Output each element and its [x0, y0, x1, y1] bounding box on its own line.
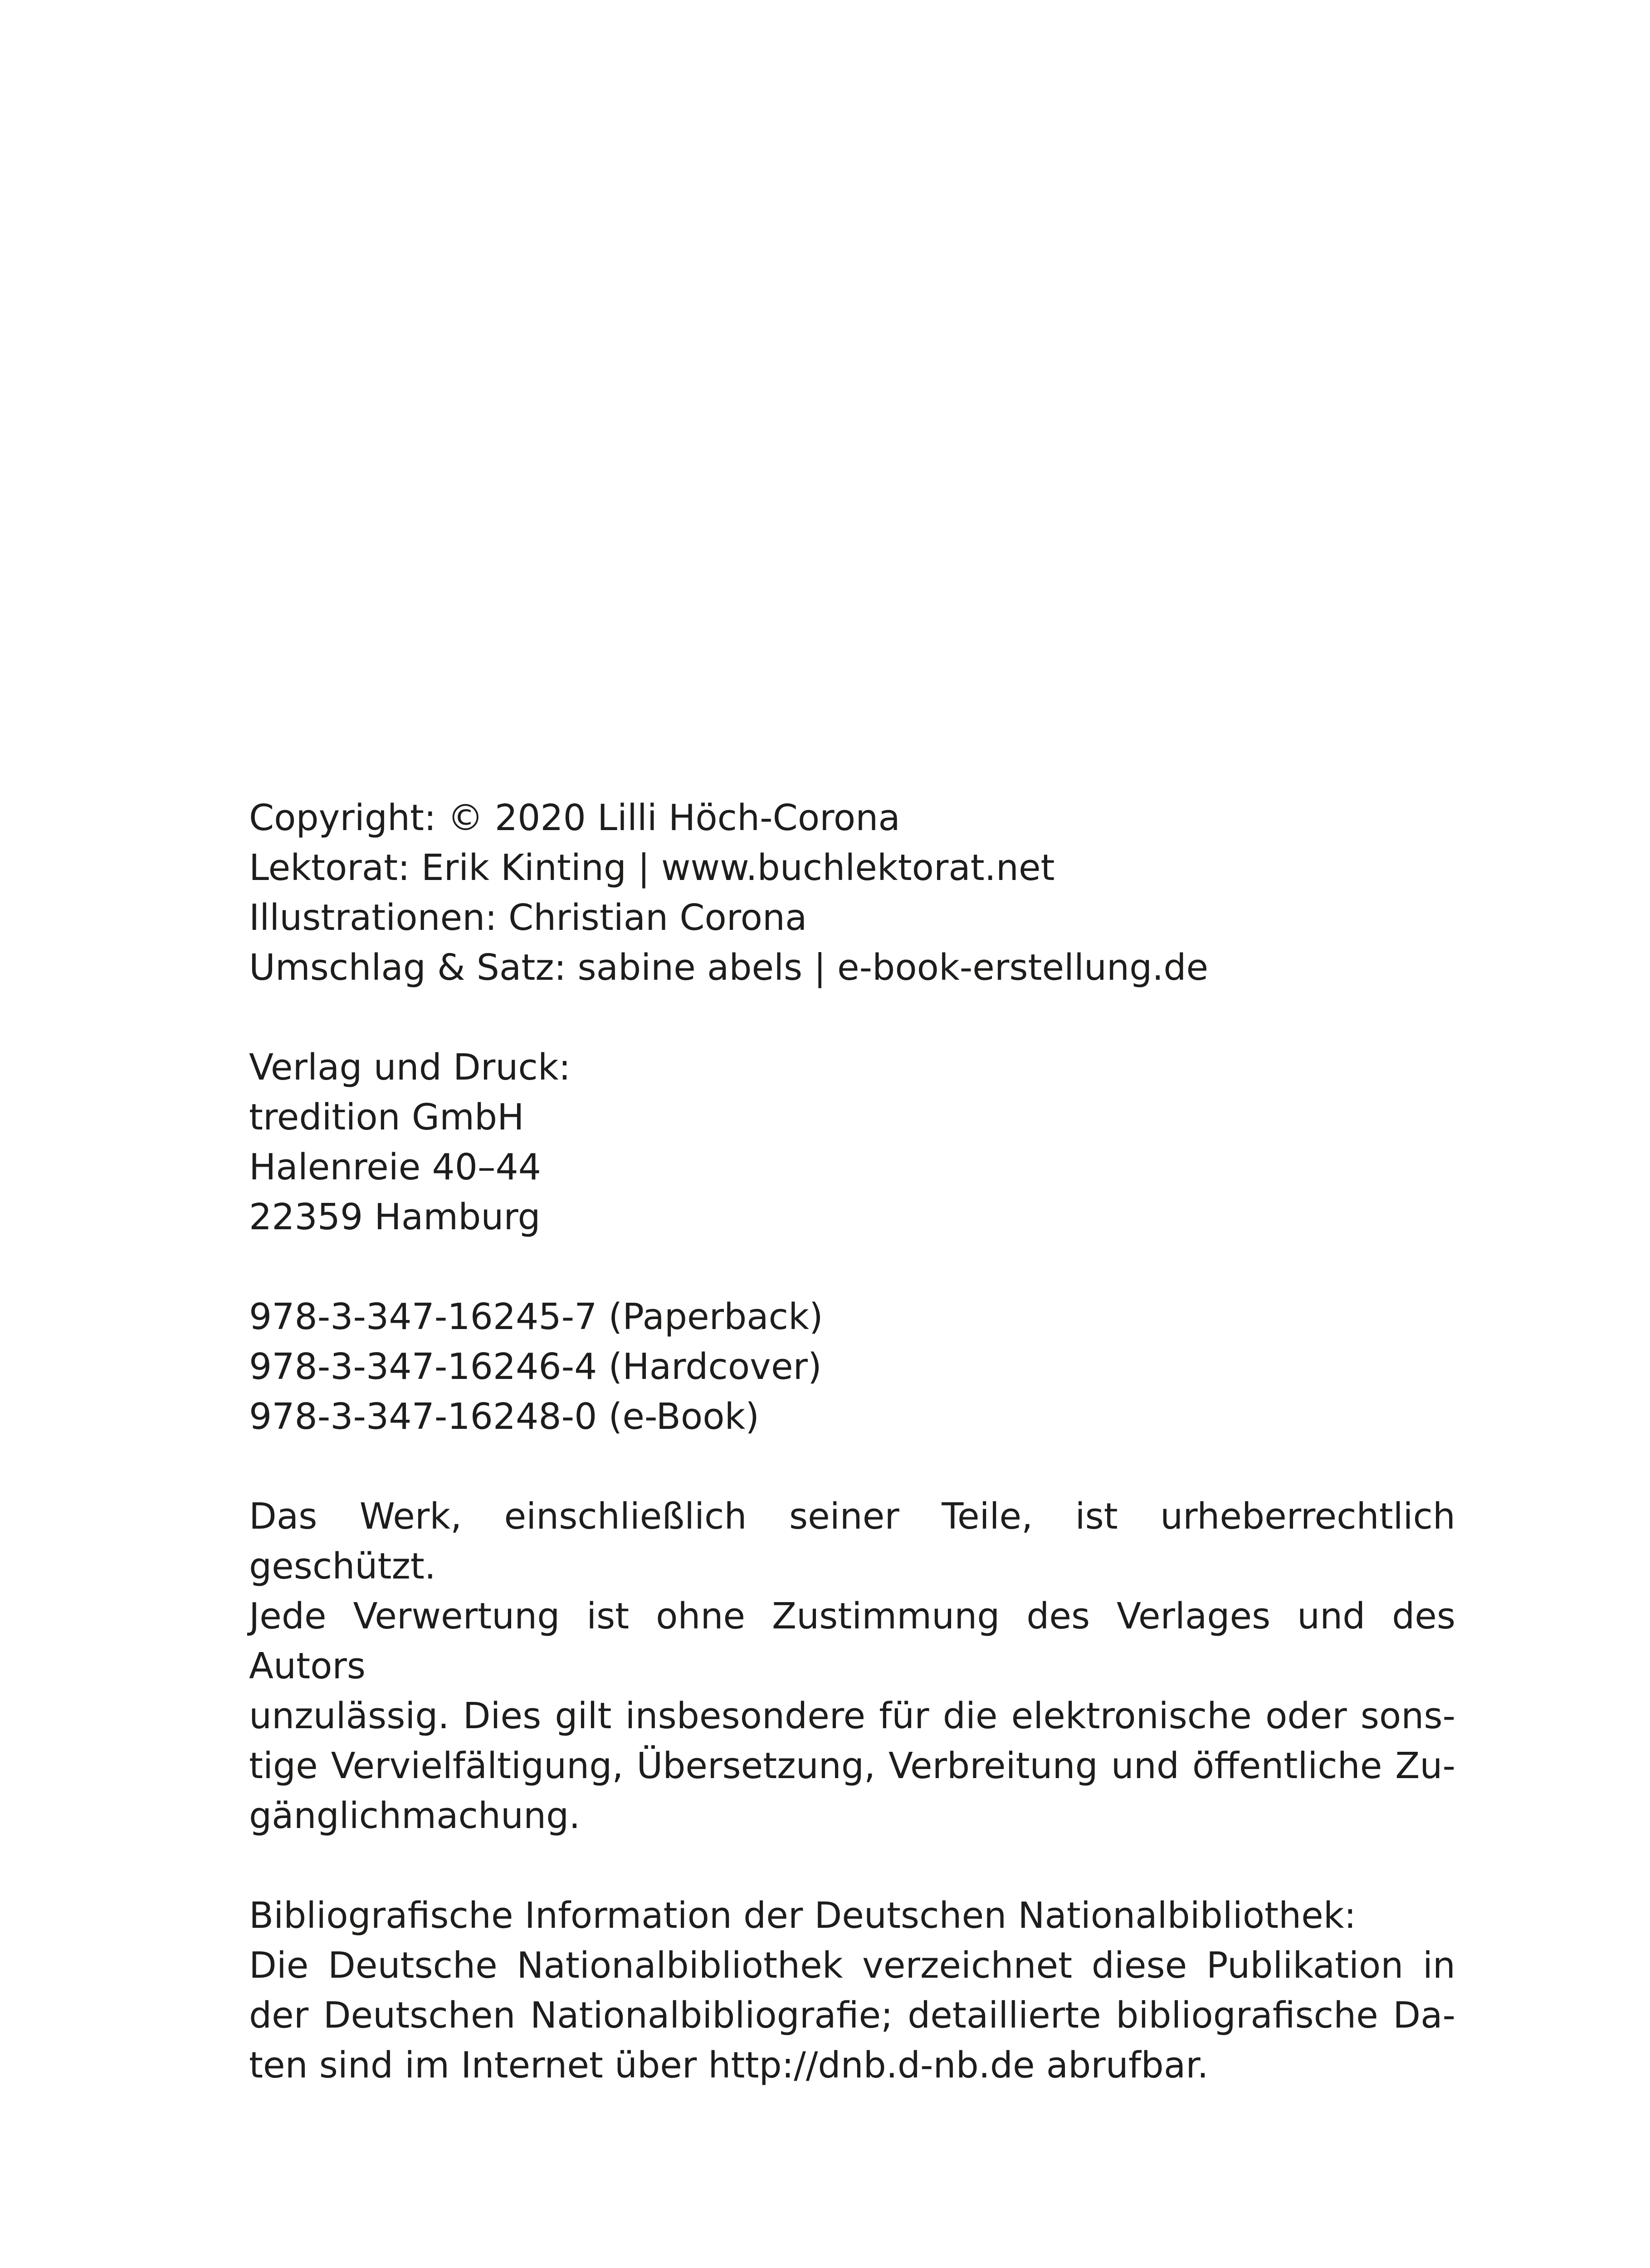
publisher-city: 22359 Hamburg	[249, 1196, 541, 1238]
rights-notice-block	[249, 1491, 1455, 1841]
publisher-block	[249, 1042, 1455, 1242]
rights-notice-line: unzulässig. Dies gilt insbesondere für die elektronische oder sons-	[249, 1695, 1455, 1737]
bibliographic-line: der Deutschen Nationalbibliografie; detaillierte bibliografische Da-	[249, 1994, 1455, 2036]
rights-notice-line: tige Vervielfältigung, Übersetzung, Verbreitung und öffentliche Zu-	[249, 1745, 1455, 1787]
isbn-block	[249, 1292, 1455, 1442]
bibliographic-heading: Bibliografische Information der Deutschen Nationalbibliothek:	[249, 1895, 1357, 1936]
isbn-paperback: 978-3-347-16245-7 (Paperback)	[249, 1296, 823, 1338]
illustrations-line: Illustrationen: Christian Corona	[249, 897, 807, 938]
bibliographic-line: Die Deutsche Nationalbibliothek verzeichnet diese Publikation in	[249, 1945, 1455, 1986]
editing-line: Lektorat: Erik Kinting | www.buchlektorat.net	[249, 847, 1055, 889]
cover-typesetting-line: Umschlag & Satz: sabine abels | e-book-erstellung.de	[249, 947, 1209, 988]
credits-block	[249, 793, 1455, 992]
rights-notice-line: Das Werk, einschließlich seiner Teile, ist urheberrechtlich geschützt.	[249, 1496, 1455, 1587]
rights-notice-line: gänglichmachung.	[249, 1795, 581, 1837]
publisher-street: Halenreie 40–44	[249, 1146, 541, 1188]
bibliographic-block	[249, 1891, 1455, 2090]
publisher-heading: Verlag und Druck:	[249, 1046, 571, 1088]
imprint-text	[249, 793, 1455, 2140]
rights-notice-line: Jede Verwertung ist ohne Zustimmung des Verlages und des Autors	[249, 1595, 1455, 1687]
copyright-line: Copyright: © 2020 Lilli Höch-Corona	[249, 797, 900, 839]
isbn-hardcover: 978-3-347-16246-4 (Hardcover)	[249, 1346, 822, 1388]
isbn-ebook: 978-3-347-16248-0 (e-Book)	[249, 1396, 760, 1437]
publisher-name: tredition GmbH	[249, 1096, 524, 1138]
bibliographic-line: ten sind im Internet über http://dnb.d-nb.de abrufbar.	[249, 2044, 1209, 2086]
